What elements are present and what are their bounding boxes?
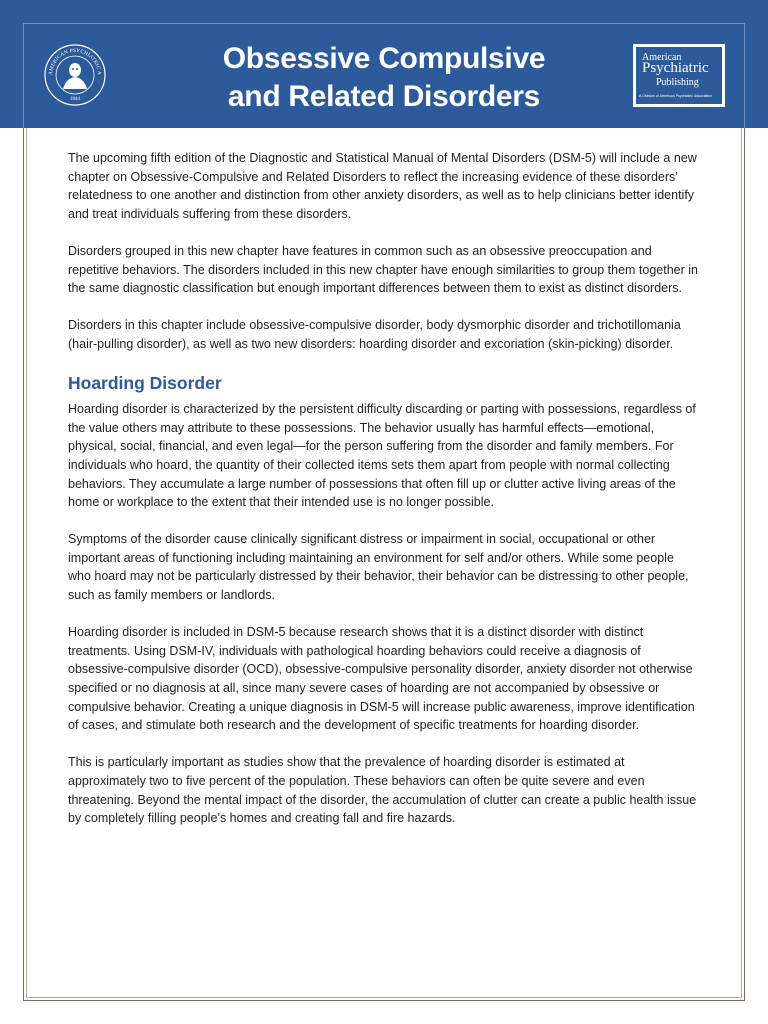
hoarding-paragraph-2: Symptoms of the disorder cause clinically significant distress or impairment in social, occupational or other important areas of functioning including maintaining an environment for self and/or others. While some people who hoard may not be particularly distressed by their behavior, their behavior can be distressing to other people, such as family members or landlords.: [68, 532, 689, 603]
hoarding-paragraph-1: Hoarding disorder is characterized by the persistent difficulty discarding or parting with possessions, regardless of the value others may attribute to these possessions. The behavior usually has harmful effects—emotional, physical, social, financial, and even legal—for the person suffering from the disorder and family members. For individuals who hoard, the quantity of their collected items sets them apart from people with normal collecting behaviors. They accumulate a large number of possessions that often fill up or clutter active living areas of the home or workplace to the extent that their intended use is no longer possible.: [68, 402, 696, 510]
apa-publishing-logo: [633, 44, 725, 107]
logo-line-division: A Division of American Psychiatric Association: [639, 94, 713, 98]
hoarding-paragraph-4: This is particularly important as studies show that the prevalence of hoarding disorder is estimated at approximately two to five percent of the population. These behaviors can often be quite severe and even threatening. Beyond the mental impact of the disorder, the accumulation of clutter can create a public health issue by completely filling people’s homes and creating fall and fire hazards.: [68, 755, 697, 826]
apa-logo-box: [636, 47, 722, 104]
intro-paragraph-2: Disorders grouped in this new chapter have features in common such as an obsessive preoccupation and repetitive behaviors. The disorders included in this new chapter have enough similarities to group them together in the same diagnostic classification but enough important differences between them to exist as distinct disorders.: [68, 243, 698, 296]
page-title-line-2: and Related Disorders: [227, 80, 541, 113]
logo-line-american: American: [642, 52, 682, 63]
seal-year: 1844: [70, 97, 80, 102]
document-body: [68, 149, 700, 846]
hoarding-paragraph-3: Hoarding disorder is included in DSM-5 because research shows that it is a distinct disorder with distinct treatments. Using DSM-IV, individuals with pathological hoarding behaviors could receive a diagnosis of obsessive-compulsive disorder (OCD), obsessive-compulsive personality disorder, anxiety disorder not otherwise specified or no diagnosis at all, since many severe cases of hoarding are not accompanied by obsessive or compulsive behavior. Creating a unique diagnosis in DSM-5 will increase public awareness, improve identification of cases, and stimulate both research and the development of specific treatments for hoarding disorder.: [68, 625, 695, 733]
logo-line-publishing: Publishing: [656, 77, 699, 88]
intro-paragraph-1: The upcoming fifth edition of the Diagnostic and Statistical Manual of Mental Disorders (DSM-5) will include a new chapter on Obsessive-Compulsive and Related Disorders to reflect the increasing evidence of these disorders’ relatedness to one another and distinction from other anxiety disorders, as well as to help clinicians better identify and treat individuals suffering from these disorders.: [68, 151, 697, 221]
apa-seal-icon: [44, 44, 106, 106]
logo-line-psychiatric: Psychiatric: [642, 60, 709, 76]
intro-paragraph-3: Disorders in this chapter include obsessive-compulsive disorder, body dysmorphic disorder and trichotillomania (hair-pulling disorder), as well as two new disorders: hoarding disorder and excoriation (skin-picking) disorder.: [68, 318, 681, 351]
seal-text: AMERICAN PSYCHIATRIC A: [47, 47, 103, 76]
page-title-line-1: Obsessive Compulsive: [222, 42, 546, 75]
section-heading-hoarding: Hoarding Disorder: [68, 373, 222, 394]
page-title: [180, 40, 588, 116]
header-banner: [0, 0, 768, 128]
